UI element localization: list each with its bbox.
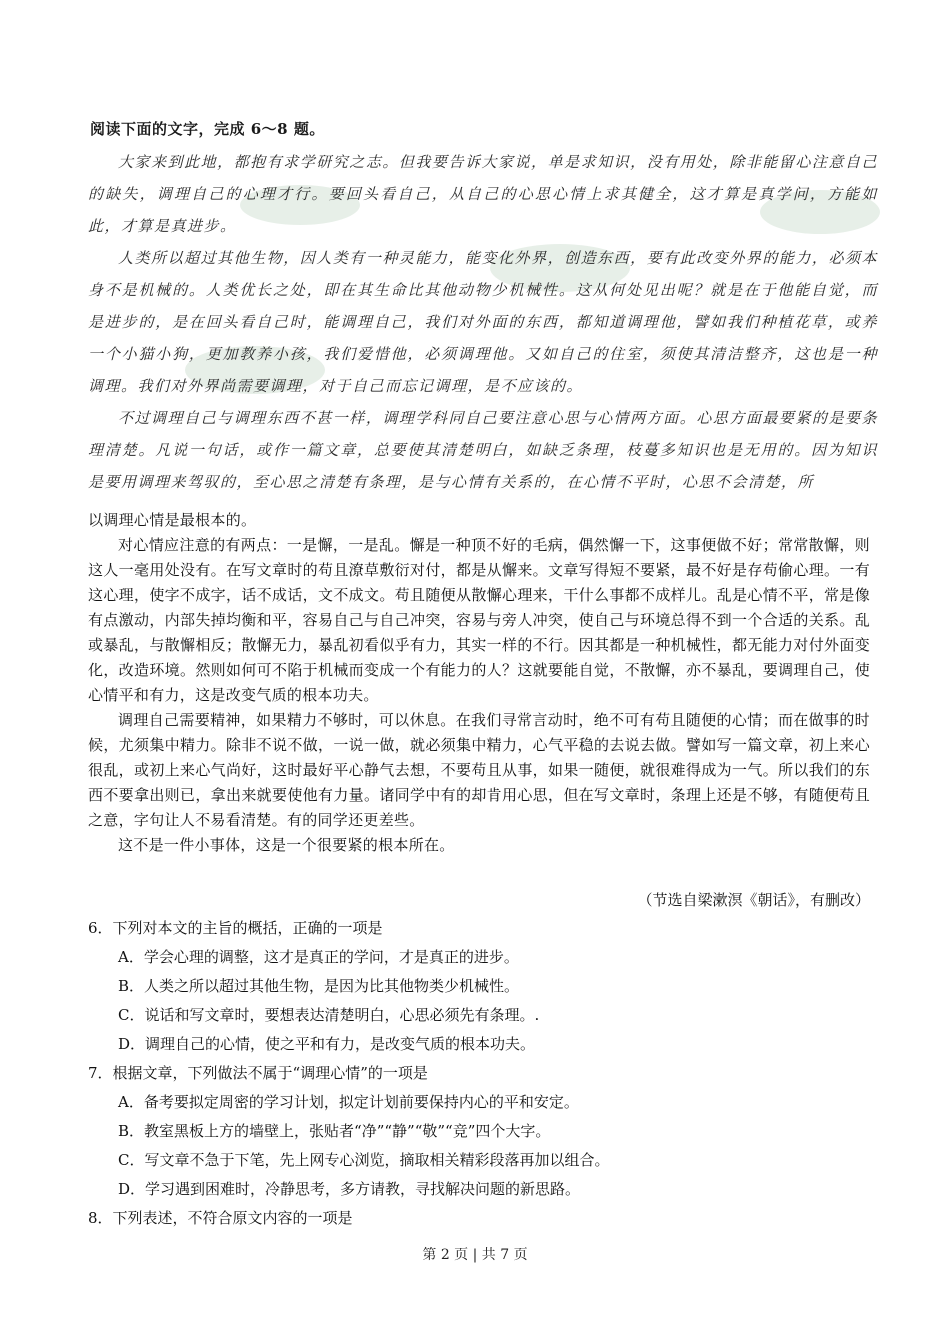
passage-paragraph: 调理自己需要精神，如果精力不够时，可以休息。在我们寻常言动时，绝不可有苟且随便的心情；而在做事的时候，尤须集中精力。除非不说不做，一说一做，就必须集中精力，心气平稳的去说去做。譬如写一篇文章，初上来心很乱，或初上来心气尚好，这时最好平心静气去想，不要苟且从事，如果一随便，就很难得成为一气。所以我们的东西不要拿出则已，拿出来就要使他有力量。诸同学中有的却肯用心思，但在写文章时，条理上还是不够，有随便苟且之意，字句让人不易看清楚。有的同学还更差些。 bbox=[88, 711, 870, 829]
question-7-option-a: A．备考要拟定周密的学习计划，拟定计划前要保持内心的平和安定。 bbox=[118, 1093, 579, 1111]
scanned-paragraph: 人类所以超过其他生物，因人类有一种灵能力，能变化外界，创造东西，要有此改变外界的能力，必须本身不是机械的。人类优长之处，即在其生命比其他动物少机械性。这从何处见出呢？就是在于他能自觉，而是进步的，是在回头看自己时，能调理自己，我们对外面的东西，都知道调理他，譬如我们种植花草，或养一个小猫小狗，更加教养小孩，我们爱惜他，必须调理他。又如自己的住室，须使其清洁整齐，这也是一种调理。我们对外界尚需要调理，对于自己而忘记调理，是不应该的。 bbox=[88, 249, 878, 395]
passage-paragraph: 以调理心情是最根本的。 bbox=[88, 511, 257, 529]
question-6-option-d: D．调理自己的心情，使之平和有力，是改变气质的根本功夫。 bbox=[118, 1035, 536, 1053]
page-footer: 第 2 页 | 共 7 页 bbox=[422, 1247, 528, 1263]
question-6-option-a: A．学会心理的调整，这才是真正的学问，才是真正的进步。 bbox=[118, 948, 519, 966]
passage-heading: 阅读下面的文字，完成 6～8 题。 bbox=[90, 120, 325, 138]
passage-source: （节选自梁漱溟《朝话》，有删改） bbox=[637, 891, 870, 909]
passage-paragraph: 对心情应注意的有两点：一是懈，一是乱。懈是一种顶不好的毛病，偶然懈一下，这事便做不好；常常散懈，则这人一毫用处没有。在写文章时的苟且潦草敷衍对付，都是从懈来。文章写得短不要紧，最不好是存苟偷心理。一有这心理，使字不成字，话不成话，文不成文。苟且随便从散懈心理来，干什么事都不成样儿。乱是心情不平，常是像有点激动，内部失掉均衡和平，容易自己与自己冲突，容易与旁人冲突，使自己与环境总得不到一个合适的关系。乱或暴乱，与散懈相反；散懈无力，暴乱初看似乎有力，其实一样的不行。因其都是一种机械性，都无能力对付外面变化，改造环境。然则如何可不陷于机械而变成一个有能力的人？这就要能自觉，不散懈，亦不暴乱，要调理自己，使心情平和有力，这是改变气质的根本功夫。 bbox=[88, 536, 870, 704]
question-list bbox=[88, 914, 870, 1233]
question-7-stem: 7．根据文章，下列做法不属于“调理心情”的一项是 bbox=[88, 1064, 428, 1082]
question-8-stem: 8．下列表述，不符合原文内容的一项是 bbox=[88, 1209, 353, 1227]
question-6-option-b: B．人类之所以超过其他生物，是因为比其他物类少机械性。 bbox=[118, 977, 520, 995]
question-7-option-c: C．写文章不急于下笔，先上网专心浏览，摘取相关精彩段落再加以组合。 bbox=[118, 1151, 610, 1169]
scanned-paragraph: 不过调理自己与调理东西不甚一样，调理学科同自己要注意心思与心情两方面。心思方面最要紧的是要条理清楚。凡说一句话，或作一篇文章，总要使其清楚明白，如缺乏条理，枝蔓多知识也是无用的。因为知识是要用调理来驾驭的，至心思之清楚有条理，是与心情有关系的，在心情不平时，心思不会清楚，所 bbox=[88, 409, 878, 491]
passage-paragraph: 这不是一件小事体，这是一个很要紧的根本所在。 bbox=[118, 836, 455, 854]
question-7-option-b: B．教室黑板上方的墙壁上，张贴者“净”“静”“敬”“竞”四个大字。 bbox=[118, 1122, 551, 1140]
passage-body bbox=[88, 508, 870, 858]
question-7-option-d: D．学习遇到困难时，冷静思考，多方请教，寻找解决问题的新思路。 bbox=[118, 1180, 581, 1198]
scanned-paragraph: 大家来到此地，都抱有求学研究之志。但我要告诉大家说，单是求知识，没有用处，除非能留心注意自己的缺失，调理自己的心理才行。要回头看自己，从自己的心思心情上求其健全，这才算是真学问，方能如此，才算是真进步。 bbox=[88, 153, 878, 235]
scanned-passage bbox=[88, 118, 878, 510]
question-6-option-c: C．说话和写文章时，要想表达清楚明白，心思必须先有条理。. bbox=[118, 1006, 540, 1024]
question-6-stem: 6．下列对本文的主旨的概括，正确的一项是 bbox=[88, 919, 383, 937]
